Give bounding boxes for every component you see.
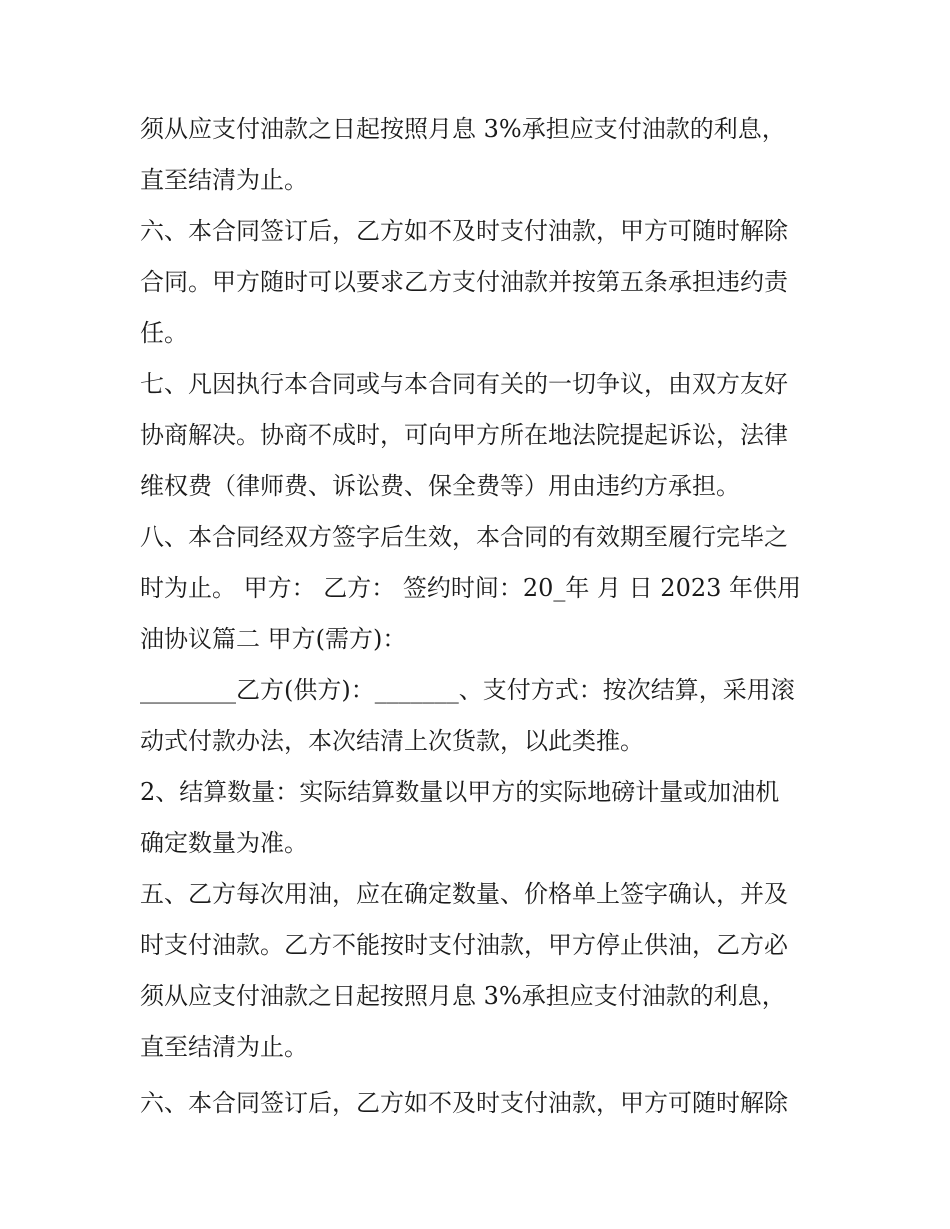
text-line: 六、本合同签订后，乙方如不及时支付油款，甲方可随时解除 (140, 1089, 788, 1117)
text-line: 确定数量为准。 (140, 829, 308, 857)
text-line: 八、本合同经双方签字后生效，本合同的有效期至履行完毕之 (140, 523, 788, 551)
text-line: 直至结清为止。 (140, 1033, 308, 1061)
text-line: 维权费（律师费、诉讼费、保全费等）用由违约方承担。 (140, 472, 740, 500)
text-line: 须从应支付油款之日起按照月息 3%承担应支付油款的利息， (140, 982, 786, 1010)
text-line: ________乙方(供方)：_______、支付方式：按次结算，采用滚 (140, 676, 795, 704)
text-line: 五、乙方每次用油，应在确定数量、价格单上签字确认，并及 (140, 880, 788, 908)
document-body (140, 104, 812, 1129)
text-line: 合同。甲方随时可以要求乙方支付油款并按第五条承担违约责 (140, 268, 788, 296)
text-line: 直至结清为止。 (140, 166, 308, 194)
text-line: 时为止。 甲方： 乙方： 签约时间：20_年 月 日 2023 年供用 (140, 574, 802, 602)
text-line: 油协议篇二 甲方(需方)： (140, 625, 407, 653)
text-line: 协商解决。协商不成时，可向甲方所在地法院提起诉讼，法律 (140, 421, 788, 449)
text-line: 须从应支付油款之日起按照月息 3%承担应支付油款的利息， (140, 115, 786, 143)
text-line: 任。 (140, 319, 188, 347)
text-line: 2、结算数量：实际结算数量以甲方的实际地磅计量或加油机 (140, 778, 780, 806)
text-line: 时支付油款。乙方不能按时支付油款，甲方停止供油，乙方必 (140, 931, 788, 959)
text-line: 六、本合同签订后，乙方如不及时支付油款，甲方可随时解除 (140, 217, 788, 245)
text-line: 七、凡因执行本合同或与本合同有关的一切争议，由双方友好 (140, 370, 788, 398)
text-line: 动式付款办法，本次结清上次货款，以此类推。 (140, 727, 644, 755)
